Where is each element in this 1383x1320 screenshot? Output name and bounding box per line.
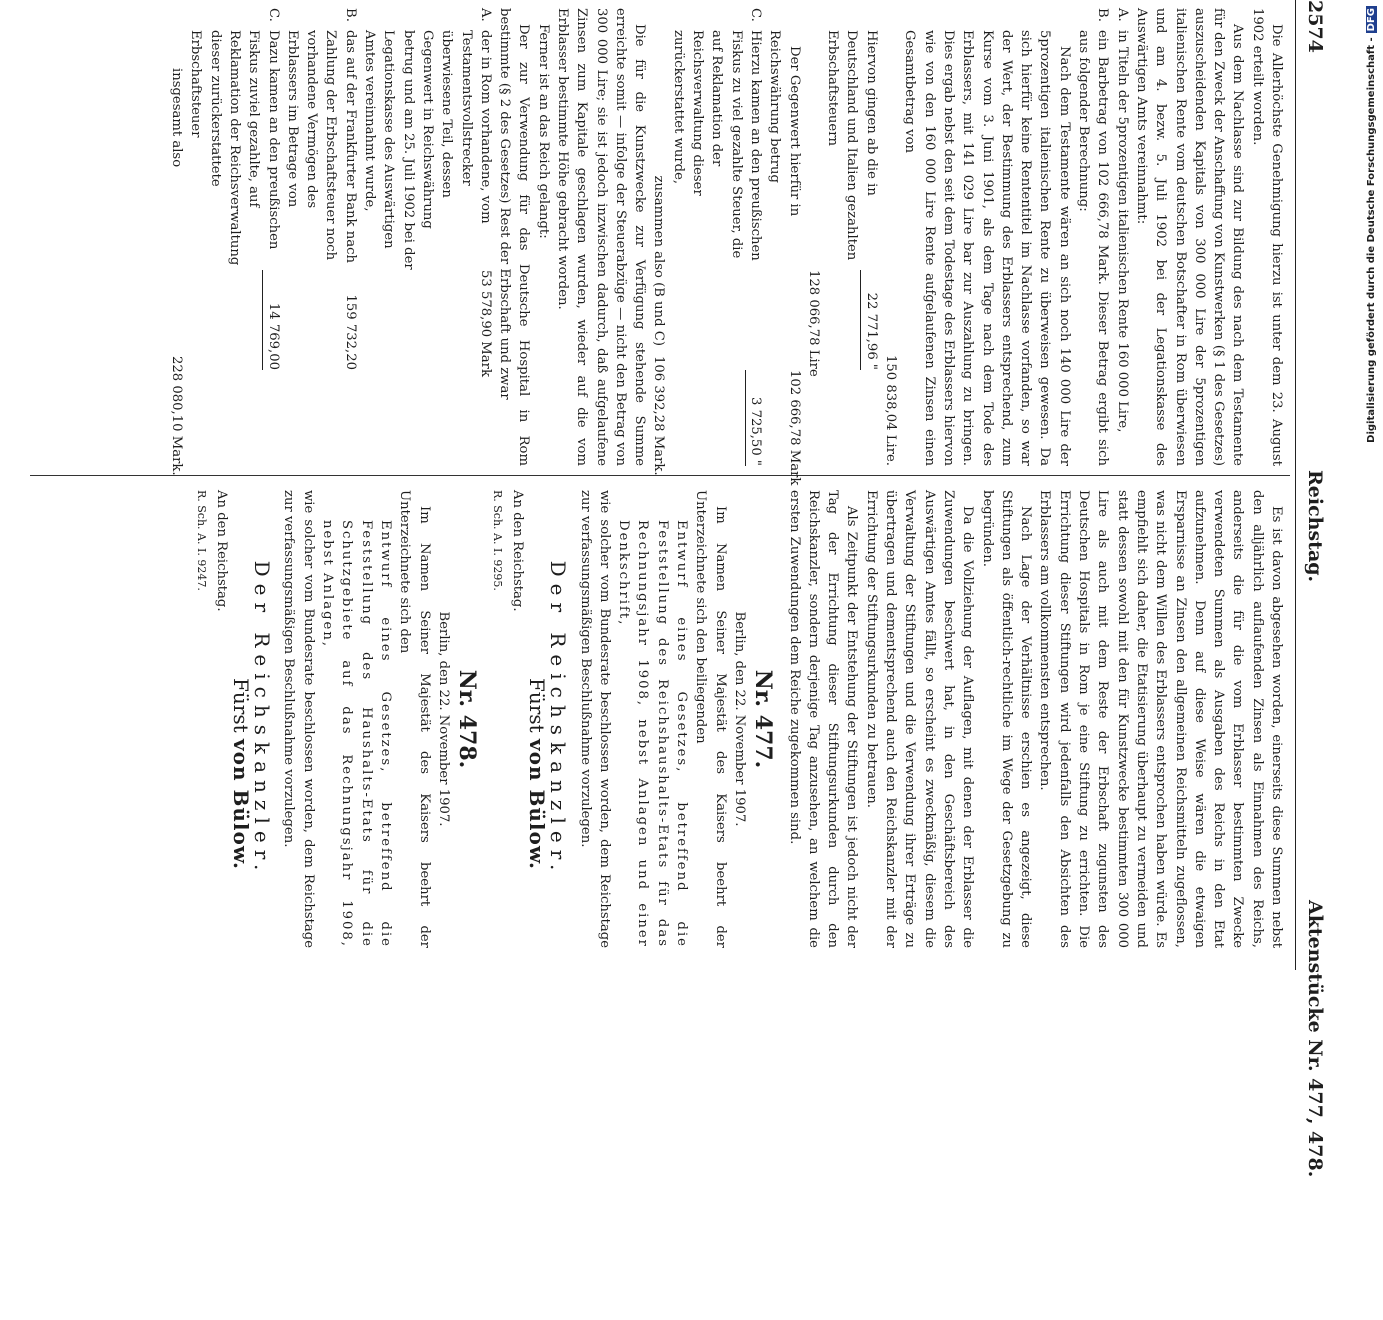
paragraph: Im Namen Seiner Majestät des Kaisers beehrt der Unterzeichnete sich den beiliegenden (693, 490, 728, 948)
paragraph: Die für die Kunstzwecke zur Verfügung stehende Summe erreichte somit — infolge der Steuerabzüge — nicht den Betrag von 300 000 Lire; sie ist jedoch inzwischen dadurch, daß aufgelaufene Zinsen zum Kapitale geschlagen wurden, wieder auf die vom Erblasser bestimmte Höhe gebracht worden. (555, 8, 648, 466)
calc-row (669, 8, 765, 466)
document-number: Nr. 477. (750, 669, 777, 769)
paragraph: wie solcher vom Bundesrate beschlossen worden, dem Reichstage zur verfassungsmäßigen Beschlußnahme vorzulegen. (577, 490, 612, 948)
calc-value: 53 578,90 Mark (477, 270, 493, 377)
list-item (881, 8, 1113, 466)
amount-total: 150 838,04 Lire. (883, 355, 899, 466)
calc-text: das auf der Frankfurter Bank nach Zahlung der Erbschaftsteuer noch vorhandene Vermögen des Erblassers im Betrage von (284, 30, 358, 263)
credit-text: Digitalisierung gefördert durch die Deutsche Forschungsgemeinschaft - (1366, 37, 1377, 443)
paragraph: wie solcher vom Bundesrate beschlossen worden, dem Reichstage zur verfassungsmäßigen Beschlußnahme vorzulegen. (281, 490, 316, 948)
calc-value: 102 666,78 Mark (786, 370, 802, 486)
paragraph: Da die Vollziehung der Auflagen, mit denen der Erblasser die Zuwendungen beschwert hat, in den Geschäftsbereich des Auswärtigen Amtes fällt, so erscheint es zweckmäßig, diesem die Verwaltung der Stiftungen und die Verwendung ihrer Erträge zu übertragen und dementsprechend auch den Reichskanzler mit der Errichtung der Stiftungsurkunden zu betrauen. (863, 490, 976, 948)
paragraph: Der zur Verwendung für das Deutsche Hospital in Rom bestimmte (§ 2 des Gesetzes) Rest der Erbschaft und zwar (497, 8, 532, 466)
document-date: Berlin, den 22. November 1907. (435, 611, 451, 827)
calc-row (167, 8, 186, 476)
paragraph: Die Allerhöchste Genehmigung hierzu ist unter dem 23. August 1902 erteilt worden. (1249, 8, 1284, 466)
paragraph: Im Namen Seiner Majestät des Kaisers beehrt der Unterzeichnete sich den (397, 490, 432, 948)
right-column (192, 490, 1286, 948)
digitization-credit (1366, 6, 1380, 726)
calc-row (186, 8, 282, 466)
calc-row (765, 30, 804, 486)
header-rule (1295, 0, 1296, 970)
signature-title: Der Reichskanzler. (546, 560, 571, 878)
calc-row (823, 30, 881, 466)
document-page (10, 0, 1330, 1178)
calc-row (804, 8, 823, 466)
addressee: An den Reichstag. (509, 490, 525, 612)
calc-value: 128 066,78 Lire (805, 270, 821, 377)
item-label: C. (747, 8, 763, 22)
item-label: A. (477, 8, 493, 22)
document-number: Nr. 478. (454, 669, 481, 769)
paragraph: Aus dem Nachlasse sind zur Bildung des nach dem Testamente für den Zweck der Anschaffung von Kunstwerken (§ 1 des Gesetzes) auszuscheidenden Kapitals von 300 000 Lire der 5prozentigen italienischen Rente vom deutschen Botschafter in Rom überwiesen und am 4. bezw. 5. Juli 1902 bei der Legationskasse des Auswärtigen Amts vereinnahmt: (1133, 8, 1246, 466)
item-label: A. (1114, 8, 1130, 22)
bill-title: Entwurf eines Gesetzes, betreffend die Feststellung des Haushalts-Etats für die Schutzgebiete auf das Rechnungsjahr 1908, nebst Anlagen, (320, 520, 393, 948)
item-label: C. (265, 8, 281, 22)
calc-text: Der Gegenwert hierfür in Reichswährung betrug (767, 30, 802, 217)
paragraph: Nach Lage der Verhältnisse erschien es angezeigt, diese Stiftungen als öffentlich-rechtliche im Wege der Gesetzgebung zu begründen. (979, 490, 1034, 948)
header-title: Aktenstücke Nr. 477, 478. (1304, 900, 1326, 1178)
calc-row (283, 8, 360, 466)
calc-row (360, 8, 495, 466)
dfg-logo: DFG (1366, 8, 1377, 32)
header-section: Reichstag. (1304, 470, 1326, 583)
calc-value: 106 392,28 Mark. (651, 356, 667, 476)
page-number: 2574 (1304, 0, 1326, 53)
calc-value: 228 080,10 Mark. (169, 356, 185, 476)
calc-text: Hierzu kamen an den preußischen Fiskus zu viel gezahlte Steuer, die auf Reklamation der Reichsverwaltung dieser zurückerstattet wurde, (670, 30, 763, 261)
calc-value: 3 725,50 " (745, 370, 765, 466)
left-column (167, 8, 1286, 486)
signature-name: Fürst von Bülow. (228, 678, 253, 870)
document-date: Berlin, den 22. November 1907. (731, 611, 747, 827)
page-header (1296, 0, 1330, 1178)
addressee: An den Reichstag. (213, 490, 229, 612)
reference-number: R. Sch. A. I. 9295. (491, 490, 505, 591)
calc-text: der in Rom vorhandene, vom Testamentsvollstrecker überwiesene Teil, dessen Gegenwert in Reichswährung betrug und am 25. Juli 1902 bei der Legationskasse des Auswärtigen Amtes vereinnahmt wurde, (362, 30, 493, 270)
calc-text: Dazu kamen an den preußischen Fiskus zuviel gezahlte, auf Reklamation der Reichsverwaltung dieser zurückerstattete Erbschaftsteuer (188, 30, 281, 266)
bill-title: Entwurf eines Gesetzes, betreffend die Feststellung des Reichshaushalts-Etats für das Rechnungsjahr 1908, nebst Anlagen und einer Denkschrift, (616, 520, 690, 948)
calc-value: 14 769,00 (262, 270, 282, 370)
calc-value: 22 771,96 " (860, 270, 880, 370)
list-item (1112, 8, 1131, 466)
item-label: B. (342, 8, 358, 22)
reference-number: R. Sch. A. I. 9247. (195, 490, 209, 591)
calc-text: insgesamt also (169, 68, 185, 168)
item-text: Nach dem Testamente wären an sich noch 140 000 Lire der 5prozentigen italienischen Rente zu überweisen gewesen. Da sich hierfür keine Rententitel im Nachlasse vorfanden, so war der Wert, der Bestimmung des Erblassers entsprechend, zum Kurse vom 3. Juni 1901, als dem Tage nach dem Tode des Erblassers, mit 141 029 Lire bar zur Auszahlung zu bringen. Dies ergab nebst den seit dem Todestage des Erblassers hiervon wie von den 160 000 Lire Rente aufgelaufenen Zinsen einen Gesamtbetrag von (902, 30, 1072, 466)
calc-text: zusammen also (B und C) (651, 175, 667, 346)
paragraph: Ferner ist an das Reich gelangt: (535, 24, 551, 239)
item-label: B. (1095, 8, 1111, 22)
signature-title: Der Reichskanzler. (250, 560, 275, 878)
document-477 (488, 490, 777, 948)
document-478 (192, 490, 481, 948)
paragraph: Als Zeitpunkt der Entstehung der Stiftungen ist jedoch nicht der Tag der Errichtung dieser Stiftungsurkunden durch den Reichskanzler, sondern derjenige Tag anzusehen, an welchem die ersten Zuwendungen dem Reiche zugekommen sind. (786, 490, 860, 948)
item-text: in Titeln der 5prozentigen italienischen Rente 160 000 Lire, (1114, 30, 1130, 433)
calc-row (649, 8, 668, 476)
paragraph: Es ist davon abgesehen worden, einerseits diese Summen nebst den alljährlich auflaufenden Zinsen als Einnahmen des Reichs, anderseits die für die vom Erblasser bestimmten Zwecke verwendeten Summen als Ausgaben des Reichs in den Etat aufzunehmen. Denn auf diese Weise wären die etwaigen Ersparnisse an Zinsen den allgemeinen Reichsmitteln zugeflossen, was nicht dem Willen des Erblassers entsprochen haben würde. Es empfiehlt sich daher, die Etatisierung überhaupt zu vermeiden und statt dessen sowohl mit den für Kunstzwecke bestimmten 300 000 Lire als auch mit dem Reste der Erbschaft zugunsten des Deutschen Hospitals in Rom je eine Stiftung zu errichten. Die Errichtung dieser Stiftungen wird jedenfalls den Absichten des Erblassers am vollkommensten entsprechen. (1037, 490, 1284, 948)
calc-value: 159 732,20 (342, 294, 358, 370)
signature-name: Fürst von Bülow. (525, 678, 550, 870)
calc-text: Hiervon gingen ab die in Deutschland und Italien gezahlten Erbschaftsteuern (825, 30, 879, 261)
item-text: ein Barbetrag von 102 666,78 Mark. Dieser Betrag ergibt sich aus folgender Berechnung: (1076, 30, 1111, 466)
